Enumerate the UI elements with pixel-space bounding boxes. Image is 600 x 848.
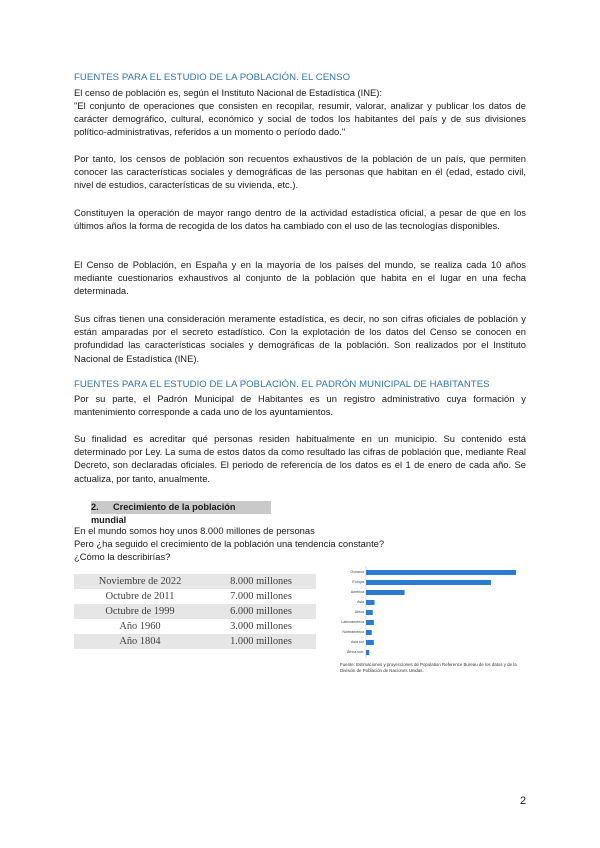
section-2-line-3: ¿Cómo la describirías? (74, 551, 171, 562)
table-row (74, 574, 316, 589)
section-2-number: 2. (91, 502, 99, 512)
chart-bar (366, 590, 405, 595)
chart-category-label: Africa (354, 610, 364, 615)
table-cell-population: 1.000 millones (206, 634, 316, 649)
table-cell-date: Año 1960 (119, 621, 161, 632)
table-cell-date: Octubre de 1999 (74, 604, 206, 619)
paragraph-censo-4: Sus cifras tienen una consideración meramente estadística, es decir, no son cifras oficiales de población y están amparadas por el secreto estadístico. Con la explotación de los datos del Censo se conocen en profundidad las características sociales y demográficas de la población. Son realizados por el Instituto Nacional de Estadística (INE). (74, 313, 526, 364)
table-cell-date: Noviembre de 2022 (74, 574, 206, 589)
heading-padron: FUENTES PARA EL ESTUDIO DE LA POBLACIÓN. EL PADRÓN MUNICIPAL DE HABITANTES (74, 379, 490, 390)
chart-bar (366, 630, 372, 635)
chart-bar (366, 570, 516, 575)
table-cell-population: 3.000 millones (230, 621, 292, 632)
chart-category-label: Norteamérica (342, 630, 364, 635)
table-row (74, 619, 316, 634)
chart-bar (366, 600, 375, 605)
section-2-line-2: Pero ¿ha seguido el crecimiento de la población una tendencia constante? (74, 538, 385, 549)
chart-bar (366, 640, 374, 645)
chart-category-label: Latinoamérica (341, 620, 364, 625)
chart-category-label: Asia (357, 600, 364, 605)
chart-category-label: Oceanía (350, 570, 364, 575)
table-cell-population: 6.000 millones (206, 604, 316, 619)
section-2-title: Crecimiento de la población mundial (91, 502, 236, 525)
table-cell-date: Octubre de 2011 (105, 591, 175, 602)
table-cell-date: Año 1804 (74, 634, 206, 649)
paragraph-censo-3: El Censo de Población, en España y en la mayoría de los países del mundo, se realiza cada 10 años mediante cuestionarios exhaustivos al conjunto de la población que habita en el lugar en una fecha determinada. (74, 259, 526, 297)
heading-censo: FUENTES PARA EL ESTUDIO DE LA POBLACIÓN. EL CENSO (74, 72, 351, 83)
chart-category-label: Asia sur (351, 640, 364, 645)
table-row (74, 604, 316, 619)
chart-category-label: África sub. (347, 650, 364, 655)
table-row (74, 634, 316, 649)
chart-category-label: América (350, 590, 364, 595)
chart-bar (366, 650, 369, 655)
chart-bar (366, 610, 373, 615)
page-number: 2 (520, 795, 527, 807)
paragraph-censo-2: Constituyen la operación de mayor rango dentro de la actividad estadística oficial, a pesar de que en los últimos años la forma de recogida de los datos ha cambiado con el uso de las tecnologías disponibles. (74, 207, 526, 232)
section-2-heading (91, 501, 271, 525)
chart-caption: Fuente: Estimaciones y proyecciones de Population Reference Bureau de los datos y de la División de Población de Naciones Unidas. (340, 662, 517, 673)
table-cell-population: 8.000 millones (206, 574, 316, 589)
table-row (74, 589, 316, 604)
paragraph-censo-quote: "El conjunto de operaciones que consisten en recopilar, resumir, valorar, analizar y publicar los datos de carácter demográfico, cultural, económico y social de todos los habitantes del país y de sus divisiones político-administrativas, referidos a un momento o período dado." (74, 100, 526, 138)
table-cell-population: 7.000 millones (230, 591, 292, 602)
paragraph-padron-1: Por su parte, el Padrón Municipal de Habitantes es un registro administrativo cuya formación y mantenimiento corresponde a cada uno de los ayuntamientos. (74, 393, 526, 418)
chart-bar (366, 580, 491, 585)
chart-category-label: Europa (352, 580, 364, 585)
population-bar-chart (340, 566, 520, 661)
section-2-line-1: En el mundo somos hoy unos 8.000 millones de personas (74, 525, 315, 536)
population-table (74, 574, 316, 649)
paragraph-censo-1: Por tanto, los censos de población son recuentos exhaustivos de la población de un país, que permiten conocer las características sociales y demográficas de las personas que habitan en él (edad, estado civil, nivel de estudios, características de su vivienda, etc.). (74, 153, 526, 191)
chart-bar (366, 620, 374, 625)
paragraph-padron-2: Su finalidad es acreditar qué personas residen habitualmente en un municipio. Su contenido está determinado por Ley. La suma de estos datos da como resultado las cifras de población que, mediante Real Decreto, son declaradas oficiales. El periodo de referencia de los datos es el 1 de enero de cada año. Se actualiza, por tanto, anualmente. (74, 433, 526, 484)
paragraph-censo-intro: El censo de población es, según el Instituto Nacional de Estadística (INE): (74, 87, 382, 98)
